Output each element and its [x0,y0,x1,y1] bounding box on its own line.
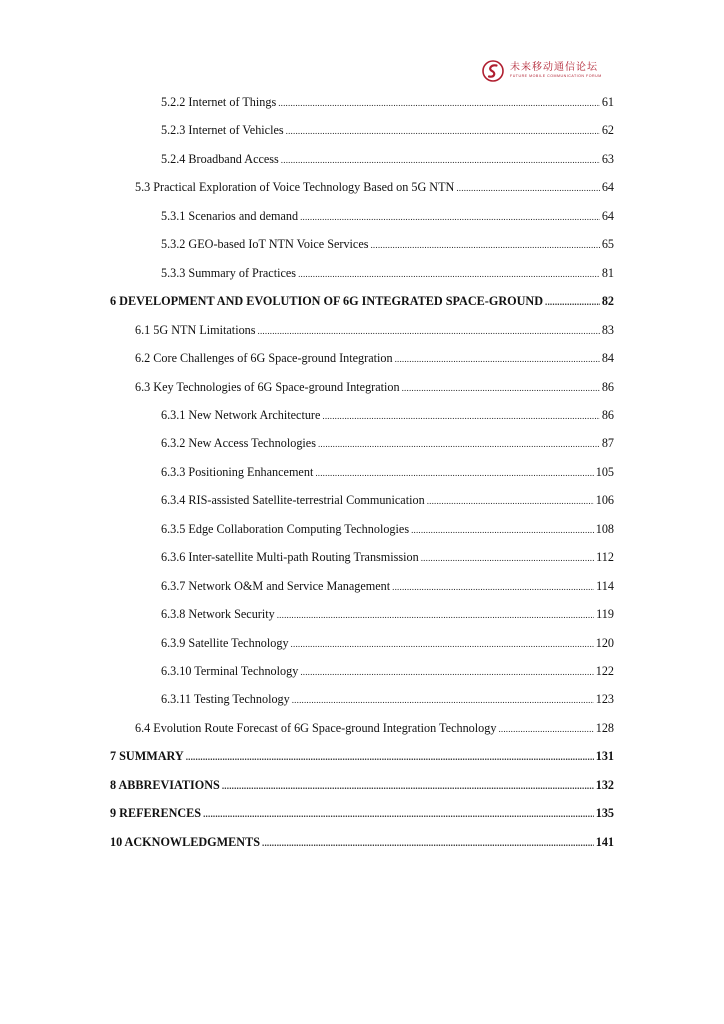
toc-entry[interactable] [110,806,614,824]
logo-chinese-text: 未来移动通信论坛 [510,62,598,74]
forum-logo-icon [482,60,504,82]
toc-entry-title: 6.3.6 Inter-satellite Multi-path Routing Transmission [161,550,419,565]
toc-dot-leader [298,269,600,279]
toc-entry[interactable] [161,209,614,227]
toc-entry-title: 5.3.2 GEO-based IoT NTN Voice Services [161,237,369,252]
toc-dot-leader [203,809,594,819]
toc-entry-title: 7 SUMMARY [110,749,184,764]
toc-dot-leader [392,582,594,592]
toc-entry-title: 5.3 Practical Exploration of Voice Technology Based on 5G NTN [135,180,455,195]
toc-dot-leader [498,724,593,734]
toc-entry-page-number: 108 [595,521,614,536]
toc-entry[interactable] [135,323,614,341]
toc-entry-page-number: 83 [601,322,614,337]
toc-dot-leader [286,126,600,136]
toc-entry-page-number: 106 [595,493,614,508]
toc-dot-leader [277,610,594,620]
toc-entry-page-number: 132 [595,777,614,792]
toc-entry-title: 6.3.5 Edge Collaboration Computing Technologies [161,521,410,536]
toc-entry[interactable] [110,778,614,796]
forum-logo [482,58,602,84]
toc-dot-leader [222,781,594,791]
toc-entry[interactable] [161,550,614,568]
toc-entry-page-number: 114 [596,578,614,593]
toc-entry-title: 5.3.1 Scenarios and demand [161,208,299,223]
toc-entry[interactable] [161,266,614,284]
toc-dot-leader [300,667,593,677]
toc-dot-leader [281,155,600,165]
toc-entry[interactable] [161,123,614,141]
toc-dot-leader [186,752,594,762]
toc-entry-page-number: 105 [595,464,614,479]
toc-entry-page-number: 122 [595,664,614,678]
toc-entry[interactable] [161,408,614,426]
toc-entry-page-number: 82 [601,294,614,309]
toc-entry-title: 6.3.10 Terminal Technology [161,664,299,678]
toc-dot-leader [545,297,600,307]
toc-entry-title: 6.3.9 Satellite Technology [161,635,289,650]
toc-entry[interactable] [161,607,614,625]
toc-dot-leader [278,98,600,108]
toc-entry-page-number: 128 [595,720,614,735]
toc-dot-leader [427,496,594,506]
toc-entry[interactable] [161,493,614,511]
toc-entry-title: 6.3.11 Testing Technology [161,692,290,707]
toc-dot-leader [370,240,599,250]
toc-dot-leader [322,411,599,421]
toc-entry-title: 6.3.7 Network O&M and Service Management [161,578,391,593]
toc-entry[interactable] [110,749,614,767]
toc-entry-title: 6.3.8 Network Security [161,607,275,622]
toc-entry-page-number: 86 [601,407,614,422]
toc-entry[interactable] [161,465,614,483]
toc-entry[interactable] [161,436,614,454]
toc-entry[interactable] [161,522,614,540]
toc-dot-leader [411,525,594,535]
toc-entry-page-number: 64 [601,180,614,195]
toc-entry[interactable] [110,294,614,312]
toc-entry-page-number: 119 [596,607,614,622]
toc-entry-title: 5.2.2 Internet of Things [161,95,277,109]
toc-entry-page-number: 141 [595,834,614,849]
toc-entry-page-number: 62 [601,123,614,138]
toc-entry[interactable] [161,237,614,255]
toc-entry-title: 5.2.4 Broadband Access [161,151,279,166]
toc-entry[interactable] [135,721,614,739]
toc-entry-page-number: 120 [595,635,614,650]
toc-entry[interactable] [135,351,614,369]
toc-entry[interactable] [135,180,614,198]
toc-dot-leader [402,383,600,393]
toc-entry-page-number: 87 [601,436,614,451]
toc-entry[interactable] [161,152,614,170]
toc-entry[interactable] [135,380,614,398]
toc-entry-page-number: 123 [595,692,614,707]
toc-entry-title: 6.3.2 New Access Technologies [161,436,316,451]
toc-dot-leader [421,553,594,563]
toc-dot-leader [300,212,600,222]
toc-entry-page-number: 65 [601,237,614,252]
toc-dot-leader [258,326,600,336]
toc-entry-title: 9 REFERENCES [110,806,202,821]
toc-entry[interactable] [161,692,614,710]
toc-entry-title: 6.3.3 Positioning Enhancement [161,464,314,479]
toc-dot-leader [456,183,599,193]
toc-entry-title: 6.3 Key Technologies of 6G Space-ground Integration [135,379,400,394]
toc-dot-leader [291,639,594,649]
toc-dot-leader [395,354,600,364]
toc-dot-leader [262,838,594,848]
toc-entry-page-number: 64 [601,208,614,223]
toc-entry-page-number: 135 [595,806,614,821]
toc-entry-page-number: 81 [601,265,614,280]
toc-entry[interactable] [161,579,614,597]
toc-dot-leader [318,439,600,449]
toc-entry-title: 6 DEVELOPMENT AND EVOLUTION OF 6G INTEGRATED SPACE-GROUND [110,294,544,309]
toc-entry-title: 6.1 5G NTN Limitations [135,322,256,337]
toc-entry-title: 6.3.4 RIS-assisted Satellite-terrestrial Communication [161,493,425,508]
toc-entry-page-number: 131 [595,749,614,764]
toc-entry-page-number: 63 [601,151,614,166]
toc-entry-page-number: 86 [601,379,614,394]
toc-entry-title: 6.3.1 New Network Architecture [161,407,321,422]
toc-entry-page-number: 112 [596,550,614,565]
toc-entry-page-number: 84 [601,351,614,366]
toc-entry-title: 6.4 Evolution Route Forecast of 6G Space-ground Integration Technology [135,720,497,735]
logo-english-text: FUTURE MOBILE COMMUNICATION FORUM [510,74,602,79]
toc-entry[interactable] [161,636,614,654]
toc-entry[interactable] [161,664,614,682]
toc-entry-title: 5.2.3 Internet of Vehicles [161,123,284,138]
toc-entry-title: 10 ACKNOWLEDGMENTS [110,834,260,849]
toc-entry-title: 6.2 Core Challenges of 6G Space-ground Integration [135,351,393,366]
toc-entry-title: 5.3.3 Summary of Practices [161,265,297,280]
toc-dot-leader [292,695,594,705]
toc-entry-title: 8 ABBREVIATIONS [110,777,220,792]
toc-entry-page-number: 61 [601,95,614,109]
toc-entry[interactable] [110,835,614,853]
toc-entry[interactable] [161,95,614,113]
toc-dot-leader [315,468,593,478]
